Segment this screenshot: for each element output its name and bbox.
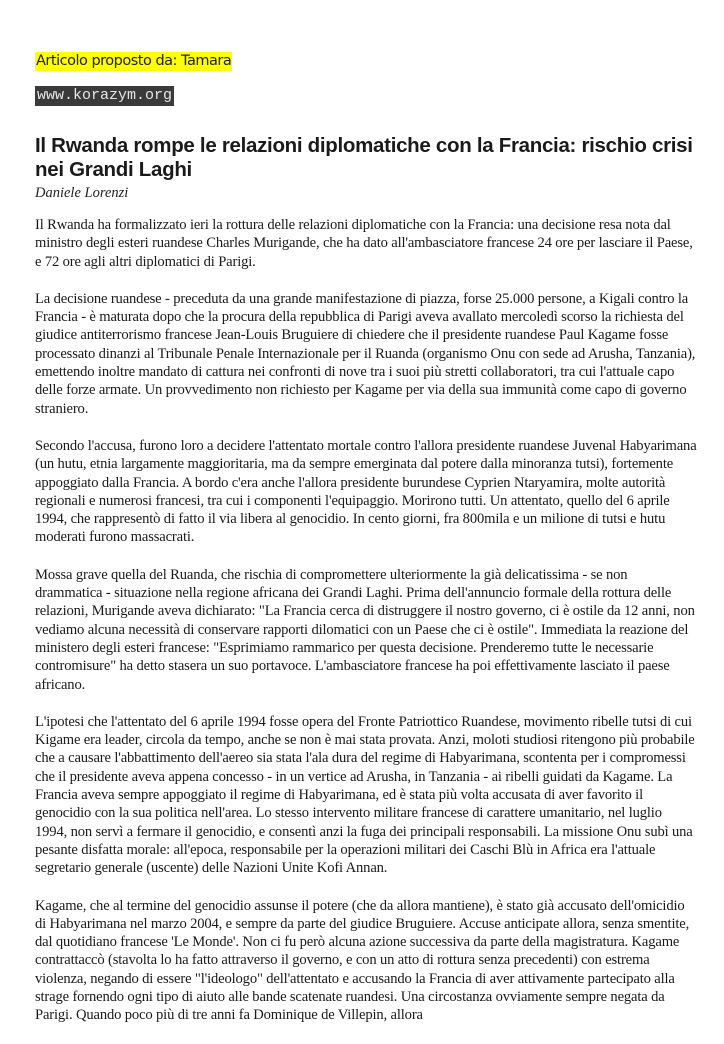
article-paragraph: La decisione ruandese - preceduta da una grande manifestazione di piazza, forse 25.000 persone, a Kigali contro la Francia - è maturata dopo che la procura della repubblica di Parigi aveva avallato mercoledì scorso la richiesta del giudice antiterrorismo francese Jean-Louis Bruguiere di chiedere che il presidente ruandese Paul Kagame fosse processato dinanzi al Tribunale Penale Internazionale per il Ruanda (organismo Onu con sede ad Arusha, Tanzania), emettendo inoltre mandato di cattura nei confronti di nove tra i suoi più stretti collaboratori, tra cui l'attuale capo delle forze armate. Un provvedimento non richiesto per Kagame per via della sua immunità come capo di governo straniero. bbox=[35, 290, 696, 417]
article-paragraph: Secondo l'accusa, furono loro a decidere l'attentato mortale contro l'allora presidente ruandese Juvenal Habyarimana (un hutu, etnia largamente maggioritaria, ma da sempre emerginata dal potere dalla minoranza tutsi), fortemente appoggiato dalla Francia. A bordo c'era anche l'allora presidente burundese Cyprien Ntaryamira, molte autorità regionali e numerosi francesi, tra cui i componenti l'equipaggio. Morirono tutti. Un attentato, quello del 6 aprile 1994, che rappresentò di fatto il via libera al genocidio. In cento giorni, fra 800mila e un milione di tutsi e hutu moderati furono massacrati. bbox=[35, 437, 697, 546]
proposer-highlight: Articolo proposto da: Tamara bbox=[36, 53, 232, 69]
article-body bbox=[35, 216, 697, 1044]
article-paragraph: L'ipotesi che l'attentato del 6 aprile 1994 fosse opera del Fronte Patriottico Ruandese, movimento ribelle tutsi di cui Kigame era leader, circola da tempo, anche se non è mai stata provata. Anzi, moloti studiosi ritengono più probabile che a causare l'abbattimento dell'aereo sia stata l'ala dura del regime di Habyarimana, scontenta per i compromessi che il presidente aveva appena concesso - in un vertice ad Arusha, in Tanzania - ai ribelli guidati da Kagame. La Francia aveva sempre appoggiato il regime di Habyarimana, ed è stata più volta accusata di aver favorito il genocidio con la sua politica nell'area. Lo stesso intervento militare francese di carattere umanitario, nel luglio 1994, non servì a fermare il genocidio, e consentì anzi la fuga dei principali responsabili. La missione Onu subì una pesante disfatta morale: all'epoca, responsabile per la operazioni militari dei Caschi Blù in Africa era l'attuale segretario generale (uscente) delle Nazioni Unite Kofi Annan. bbox=[35, 713, 695, 877]
site-url[interactable]: www.korazym.org bbox=[37, 87, 173, 104]
article-paragraph: Il Rwanda ha formalizzato ieri la rottura delle relazioni diplomatiche con la Francia: una decisione resa nota dal ministro degli esteri ruandese Charles Murigande, che ha dato all'ambasciatore francese 24 ore per lasciare il Paese, e 72 ore agli altri diplomatici di Parigi. bbox=[35, 217, 693, 270]
article-title: Il Rwanda rompe le relazioni diplomatiche con la Francia: rischio crisi nei Grandi Laghi bbox=[35, 134, 693, 181]
article-paragraph: Mossa grave quella del Ruanda, che rischia di compromettere ulteriormente la già delicatissima - se non drammatica - situazione nella regione africana dei Grandi Laghi. Prima dell'annuncio formale della rottura delle relazioni, Murigande aveva dichiarato: "La Francia cerca di distruggere il nostro governo, ci è ostile da 12 anni, non vediamo alcuna necessità di conservare rapporti dilomatici con un Paese che ci è ostile". Immediata la reazione del ministero degli esteri francese: "Esprimiamo rammarico per questa decisione. Prenderemo tutte le necessarie contromisure" ha detto stasera un suo portavoce. L'ambasciatore francese ha poi effettivamente lasciato il paese africano. bbox=[35, 566, 695, 693]
article-author: Daniele Lorenzi bbox=[35, 185, 129, 201]
article-paragraph: Kagame, che al termine del genocidio assunse il potere (che da allora mantiene), è stato già accusato dell'omicidio di Habyarimana nel marzo 2004, e sempre da parte del giudice Bruguiere. Accuse anticipate allora, senza smentite, dal quotidiano francese 'Le Monde'. Non ci fu però alcuna azione successiva da parte della magistratura. Kagame contrattaccò (stavolta lo ha fatto attraverso il governo, e con un atto di rottura senza precedenti) con estrema violenza, negando di essere "l'ideologo" dell'attentato e accusando la Francia di aver attivamente partecipato alla strage fornendo ogni tipo di aiuto alle bande scatenate ruandesi. Una circostanza ovviamente sempre negata da Parigi. Quando poco più di tre anni fa Dominique de Villepin, allora bbox=[35, 897, 690, 1024]
